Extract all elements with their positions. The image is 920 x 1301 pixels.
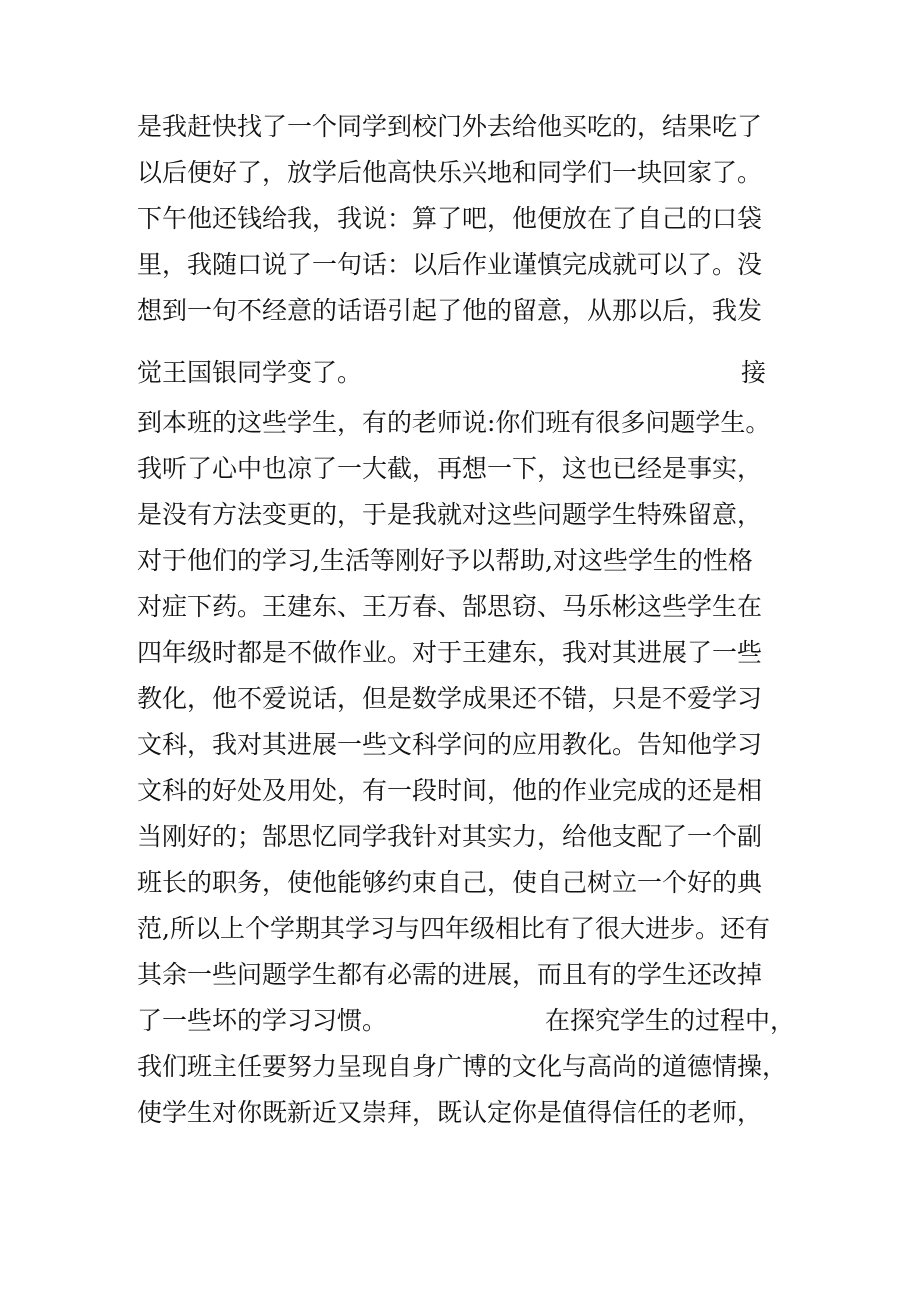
- text-line-content: 觉王国银同学变了。: [137, 358, 363, 387]
- text-line: [137, 447, 762, 491]
- text-line-content: 了一些坏的学习习惯。: [137, 1006, 388, 1035]
- text-line: [137, 815, 762, 859]
- text-line: [137, 289, 762, 333]
- text-line-content: 对于他们的学习,生活等刚好予以帮助,对这些学生的性格: [137, 546, 753, 575]
- text-line: [137, 631, 762, 675]
- text-line-content: 以后便好了，放学后他高快乐兴地和同学们一块回家了。: [137, 158, 763, 187]
- text-line: [137, 907, 770, 951]
- text-line-content: 教化，他不爱说话，但是数学成果还不错，只是不爱学习: [137, 684, 763, 713]
- text-line-content: 使学生对你既新近又崇拜，既认定你是值得信任的老师，: [137, 1098, 763, 1127]
- text-line: [137, 243, 762, 287]
- text-line: [137, 585, 762, 629]
- text-line-content: 对症下药。王建东、王万春、郜思窃、马乐彬这些学生在: [137, 592, 763, 621]
- text-line-content: 范,所以上个学期其学习与四年级相比有了很大进步。还有: [137, 914, 770, 943]
- text-line-content: 是我赶快找了一个同学到校门外去给他买吃的，结果吃了: [137, 112, 763, 141]
- text-line: [137, 861, 762, 905]
- text-line: [137, 493, 762, 537]
- text-line: [741, 351, 766, 395]
- text-line-content: 到本班的这些学生，有的老师说:你们班有很多问题学生。: [137, 408, 771, 437]
- text-line-content: 四年级时都是不做作业。对于王建东，我对其进展了一些: [137, 638, 763, 667]
- text-line: [137, 999, 387, 1043]
- text-line-content: 下午他还钱给我，我说：算了吧，他便放在了自己的口袋: [137, 204, 763, 233]
- text-line-content: 想到一句不经意的话语引起了他的留意，从那以后，我发: [137, 296, 763, 325]
- text-line: [137, 1091, 762, 1135]
- text-line-content: 文科的好处及用处，有一段时间，他的作业完成的还是相: [137, 776, 763, 805]
- text-line-content: 在探究学生的过程中，: [545, 1006, 796, 1035]
- text-line-content: 里，我随口说了一句话：以后作业谨慎完成就可以了。没: [137, 250, 763, 279]
- text-line-content: 接: [741, 358, 767, 387]
- text-line: [137, 677, 762, 721]
- text-line: [137, 105, 762, 149]
- text-line: [137, 351, 362, 395]
- text-line-content: 文科，我对其进展一些文科学问的应用教化。告知他学习: [137, 730, 763, 759]
- text-line: [137, 769, 762, 813]
- text-line: [137, 151, 762, 195]
- text-line-content: 当刚好的；郜思忆同学我针对其实力，给他支配了一个副: [137, 822, 763, 851]
- text-line-content: 是没有方法变更的，于是我就对这些问题学生特殊留意，: [137, 500, 763, 529]
- text-line: [137, 401, 770, 445]
- text-line: [137, 539, 753, 583]
- text-line-content: 我听了心中也凉了一大截，再想一下，这也已经是事实，: [137, 454, 763, 483]
- text-line-content: 我们班主任要努力呈现自身广博的文化与高尚的道德情操，: [137, 1052, 788, 1081]
- text-line: [137, 1045, 787, 1089]
- text-line: [137, 197, 762, 241]
- text-line-content: 班长的职务，使他能够约束自己，使自己树立一个好的典: [137, 868, 763, 897]
- text-line: [137, 953, 762, 997]
- text-line: [137, 723, 762, 767]
- text-line: [545, 999, 795, 1043]
- text-line-content: 其余一些问题学生都有必需的进展，而且有的学生还改掉: [137, 960, 763, 989]
